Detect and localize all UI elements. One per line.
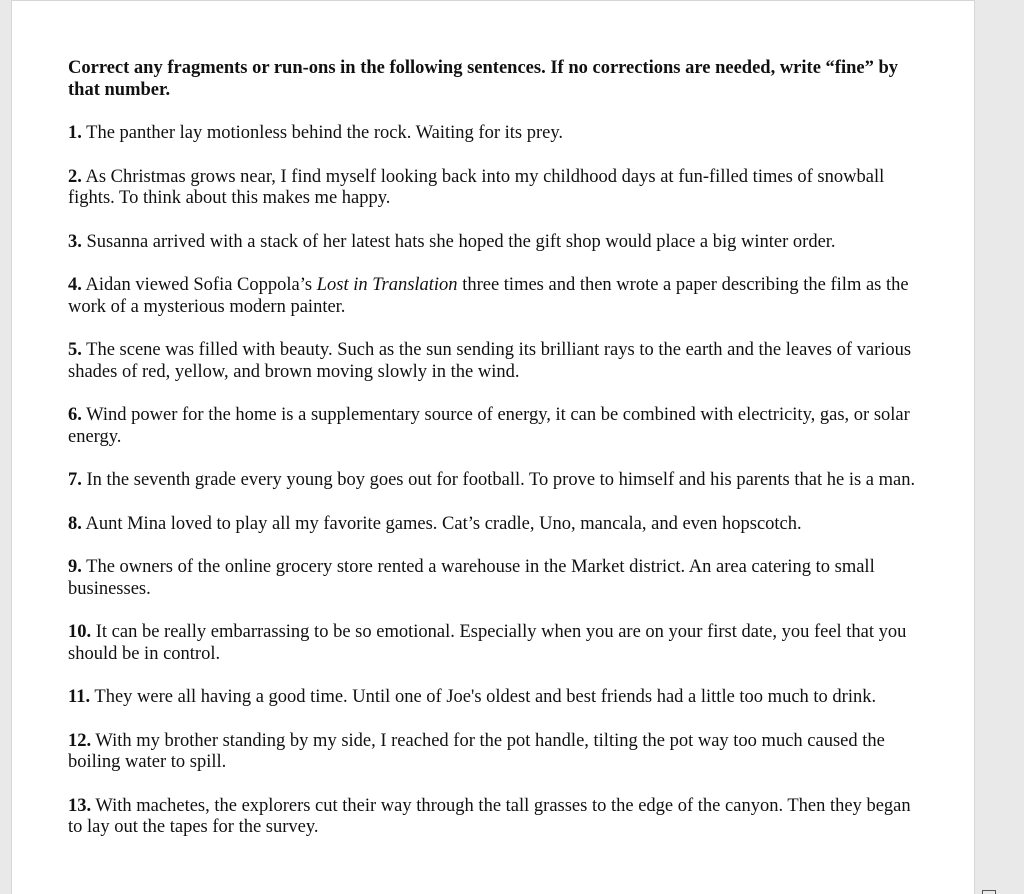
question-text: Aunt Mina loved to play all my favorite games. Cat’s cradle, Uno, mancala, and even hopscotch.: [85, 513, 802, 534]
question-text: They were all having a good time. Until one of Joe's oldest and best friends had a little too much to drink.: [94, 687, 877, 707]
question-12: [68, 731, 928, 774]
question-number: 10.: [68, 622, 92, 642]
question-13: [68, 796, 928, 839]
question-10: [68, 622, 928, 665]
question-text: The scene was filled with beauty. Such as the sun sending its brilliant rays to the earth and the leaves of various shades of red, yellow, and brown moving slowly in the wind.: [68, 340, 912, 382]
question-4: [68, 275, 928, 318]
question-number: 13.: [68, 795, 92, 816]
document-content: [68, 58, 928, 861]
question-number: 4.: [68, 275, 82, 295]
question-text: With my brother standing by my side, I reached for the pot handle, tilting the pot way too much caused the boiling water to spill.: [68, 730, 885, 772]
question-text: Susanna arrived with a stack of her latest hats she hoped the gift shop would place a big winter order.: [86, 231, 836, 252]
question-text: The owners of the online grocery store rented a warehouse in the Market district. An area catering to small businesses.: [68, 557, 875, 599]
question-number: 6.: [68, 405, 82, 425]
question-5: [68, 340, 928, 383]
question-text: As Christmas grows near, I find myself looking back into my childhood days at fun-filled times of snowball fights. To think about this makes me happy.: [68, 166, 885, 208]
question-number: 7.: [68, 470, 82, 490]
question-number: 5.: [68, 340, 82, 360]
film-title: Lost in Translation: [316, 275, 458, 295]
question-number: 12.: [68, 730, 92, 751]
question-number: 1.: [68, 123, 82, 143]
instructions: Correct any fragments or run-ons in the following sentences. If no corrections are needed, write “fine” by that number.: [68, 58, 898, 100]
question-number: 2.: [68, 166, 82, 187]
question-1: [68, 123, 928, 145]
question-text: Wind power for the home is a supplementary source of energy, it can be combined with electricity, gas, or solar energy.: [68, 405, 910, 447]
question-text: With machetes, the explorers cut their way through the tall grasses to the edge of the canyon. Then they began to lay out the tapes for the survey.: [68, 795, 911, 837]
question-9: [68, 557, 928, 600]
question-text: In the seventh grade every young boy goes out for football. To prove to himself and his parents that he is a man.: [86, 470, 916, 490]
question-text: It can be really embarrassing to be so emotional. Especially when you are on your first date, you feel that you should be in control.: [68, 622, 907, 664]
question-11: [68, 687, 928, 709]
question-2: [68, 167, 928, 210]
question-number: 3.: [68, 231, 82, 252]
question-number: 8.: [68, 513, 82, 534]
question-8: [68, 514, 928, 536]
question-text: The panther lay motionless behind the rock. Waiting for its prey.: [86, 123, 563, 143]
question-7: [68, 470, 928, 492]
question-number: 11.: [68, 687, 91, 707]
expand-corner-icon[interactable]: [982, 890, 996, 894]
question-number: 9.: [68, 557, 82, 577]
document-page: [11, 0, 975, 894]
question-3: [68, 232, 928, 254]
question-text-before: Aidan viewed Sofia Coppola’s: [85, 275, 317, 295]
question-text-after: three times and then wrote a paper describing the film as the work of a mysterious modern painter.: [68, 275, 909, 317]
question-6: [68, 405, 928, 448]
